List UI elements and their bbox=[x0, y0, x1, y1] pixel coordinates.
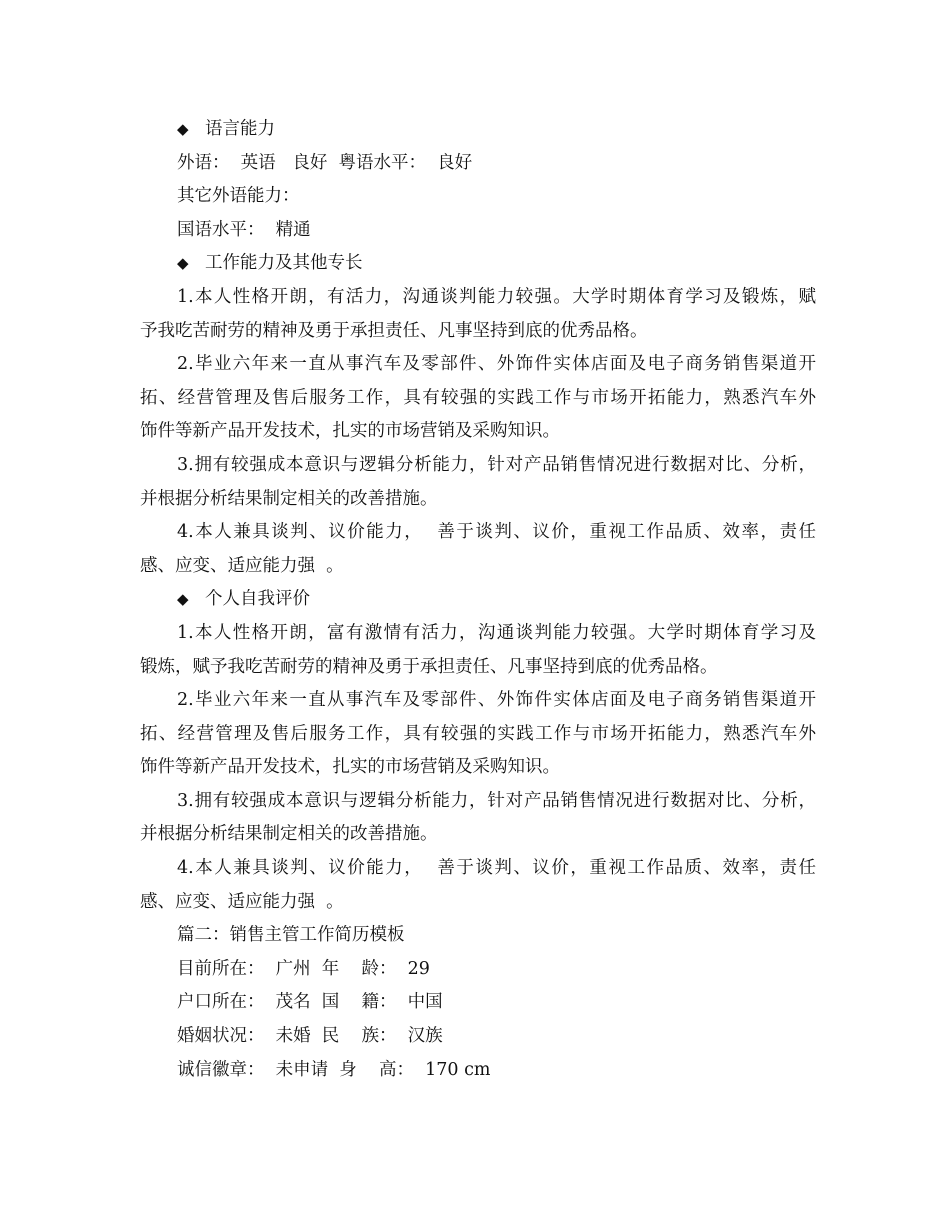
foreign-language-line: 外语： 英语 良好 粤语水平： 良好 bbox=[177, 152, 473, 173]
paragraph-line: 予我吃苦耐劳的精神及勇于承担责任、凡事坚持到底的优秀品格。 bbox=[140, 320, 648, 341]
paragraph-line: 4.本人兼具谈判、议价能力， 善于谈判、议价，重视工作品质、效率，责任 bbox=[177, 858, 816, 879]
section-heading-language: ◆ 语言能力 bbox=[140, 113, 816, 147]
article-title: 篇二：销售主管工作简历模板 bbox=[177, 925, 405, 946]
paragraph-line: 感、应变、适应能力强 。 bbox=[140, 891, 344, 912]
paragraph-line: 饰件等新产品开发技术，扎实的市场营销及采购知识。 bbox=[140, 421, 560, 442]
paragraph-line: 锻炼，赋予我吃苦耐劳的精神及勇于承担责任、凡事坚持到底的优秀品格。 bbox=[140, 656, 718, 677]
diamond-bullet-icon bbox=[177, 247, 205, 281]
paragraph-line: 拓、经营管理及售后服务工作，具有较强的实践工作与市场开拓能力，熟悉汽车外 bbox=[140, 723, 816, 744]
mandarin-level-line: 国语水平： 精通 bbox=[177, 219, 311, 240]
paragraph-line: 4.本人兼具谈判、议价能力， 善于谈判、议价，重视工作品质、效率，责任 bbox=[177, 522, 816, 543]
diamond-bullet-icon bbox=[177, 113, 205, 147]
paragraph-line: 3.拥有较强成本意识与逻辑分析能力，针对产品销售情况进行数据对比、分析， bbox=[177, 454, 816, 475]
other-foreign-language-line: 其它外语能力： bbox=[177, 186, 300, 207]
info-row-marital-ethnicity: 婚姻状况： 未婚 民 族： 汉族 bbox=[177, 1026, 443, 1047]
paragraph-line: 1.本人性格开朗，有活力，沟通谈判能力较强。大学时期体育学习及锻炼，赋 bbox=[177, 286, 816, 307]
paragraph-line: 3.拥有较强成本意识与逻辑分析能力，针对产品销售情况进行数据对比、分析， bbox=[177, 790, 816, 811]
document-page bbox=[140, 113, 816, 1087]
paragraph-line: 并根据分析结果制定相关的改善措施。 bbox=[140, 488, 438, 509]
paragraph-line: 并根据分析结果制定相关的改善措施。 bbox=[140, 824, 438, 845]
paragraph-line: 感、应变、适应能力强 。 bbox=[140, 555, 344, 576]
paragraph-line: 拓、经营管理及售后服务工作，具有较强的实践工作与市场开拓能力，熟悉汽车外 bbox=[140, 387, 816, 408]
paragraph-line: 1.本人性格开朗，富有激情有活力，沟通谈判能力较强。大学时期体育学习及 bbox=[177, 622, 816, 643]
paragraph-line: 2.毕业六年来一直从事汽车及零部件、外饰件实体店面及电子商务销售渠道开 bbox=[177, 354, 816, 375]
info-row-badge-height: 诚信徽章： 未申请 身 高： 170 cm bbox=[177, 1059, 491, 1080]
section-heading-self-evaluation: ◆ 个人自我评价 bbox=[140, 583, 816, 617]
paragraph-line: 2.毕业六年来一直从事汽车及零部件、外饰件实体店面及电子商务销售渠道开 bbox=[177, 690, 816, 711]
info-row-hukou-nationality: 户口所在： 茂名 国 籍： 中国 bbox=[177, 992, 443, 1013]
info-row-location-age: 目前所在： 广州 年 龄： 29 bbox=[177, 958, 430, 979]
diamond-bullet-icon bbox=[177, 583, 205, 617]
paragraph-line: 饰件等新产品开发技术，扎实的市场营销及采购知识。 bbox=[140, 757, 560, 778]
section-heading-work-ability: ◆ 工作能力及其他专长 bbox=[140, 247, 816, 281]
